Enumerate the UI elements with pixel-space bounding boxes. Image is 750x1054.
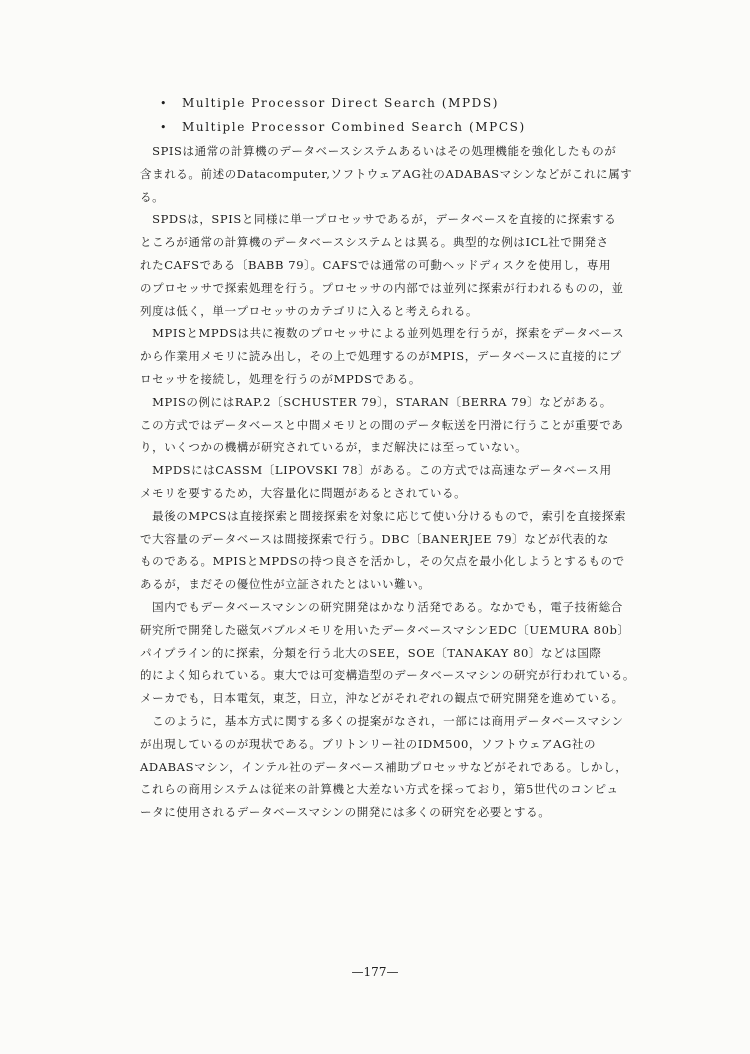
paragraph — [140, 322, 685, 390]
text-line: MPISの例にはRAP.2〔SCHUSTER 79〕，STARAN〔BERRA 79〕などがある。 — [140, 394, 612, 409]
text-line: MPISとMPDSは共に複数のプロセッサによる並列処理を行うが，探索をデータベース — [140, 326, 625, 341]
text-line: 国内でもデータベースマシンの研究開発はかなり活発である。なかでも，電子技術総合 — [140, 599, 623, 614]
page-number: —177— — [351, 965, 399, 979]
text-line: メーカでも，日本電気，東芝，日立，沖などがそれぞれの観点で研究開発を進めている。 — [140, 691, 624, 706]
body-text — [140, 140, 685, 824]
text-line: が出現しているのが現状である。ブリトンリー社のIDM500，ソフトウェアAG社の — [140, 736, 597, 751]
text-line: パイプライン的に探索，分類を行う北大のSEE，SOE〔TANAKAY 80〕などは国際 — [140, 645, 602, 660]
bullet-text: Multiple Processor Direct Search (MPDS) — [182, 96, 499, 110]
text-line: ところが通常の計算機のデータベースシステムとは異る。典型的な例はICL社で開発さ — [140, 235, 609, 250]
text-line: SPDSは，SPISと同様に単一プロセッサであるが，データベースを直接的に探索する — [140, 212, 617, 227]
text-line: ものである。MPISとMPDSの持つ良さを活かし，その欠点を最小化しようとするもので — [140, 554, 625, 569]
text-line: ロセッサを接続し，処理を行うのがMPDSである。 — [140, 371, 422, 386]
text-line: り，いくつかの機構が研究されているが，まだ解決には至っていない。 — [140, 440, 528, 455]
text-line: 的によく知られている。東大では可変構造型のデータベースマシンの研究が行われている。 — [140, 668, 636, 683]
paragraph — [140, 459, 685, 505]
text-line: これらの商用システムは従来の計算機と大差ない方式を採っており，第5世代のコンピュ — [140, 782, 619, 797]
text-line: から作業用メモリに読み出し，その上で処理するのがMPIS，データベースに直接的にプ — [140, 349, 622, 364]
bullet-marker: • — [160, 120, 169, 134]
text-line: この方式ではデータベースと中間メモリとの間のデータ転送を円滑に行うことが重要であ — [140, 417, 624, 432]
text-line: SPISは通常の計算機のデータベースシステムあるいはその処理機能を強化したものが — [140, 144, 617, 158]
text-line: このように，基本方式に関する多くの提案がなされ，一部には商用データベースマシン — [140, 713, 624, 728]
text-line: れたCAFSである〔BABB 79〕。CAFSでは通常の可動ヘッドディスクを使用し，専用 — [140, 257, 612, 272]
paragraph — [140, 391, 685, 459]
text-line: で大容量のデータベースは間接探索で行う。DBC〔BANERJEE 79〕などが代表的な — [140, 531, 609, 546]
text-line: あるが，まだその優位性が立証されたとはいい難い。 — [140, 577, 431, 592]
paragraph — [140, 505, 685, 596]
text-line: 含まれる。前述のDatacomputer,ソフトウェアAG社のADABASマシンなどがこれに属す — [140, 166, 633, 181]
text-line: メモリを要するため，大容量化に問題があるとされている。 — [140, 485, 467, 500]
paragraph — [140, 140, 685, 208]
text-line: 研究所で開発した磁気バブルメモリを用いたデータベースマシンEDC〔UEMURA 80b〕 — [140, 622, 630, 637]
paragraph — [140, 208, 685, 322]
text-line: MPDSにはCASSM〔LIPOVSKI 78〕がある。この方式では高速なデータベース用 — [140, 463, 612, 478]
text-line: 最後のMPCSは直接探索と間接探索を対象に応じて使い分けるもので，索引を直接探索 — [140, 508, 627, 523]
text-line: る。 — [140, 189, 165, 204]
paragraph — [140, 710, 685, 824]
text-line: ADABASマシン，インテル社のデータベース補助プロセッサなどがそれである。しかし， — [140, 759, 628, 774]
bullet-list — [160, 91, 720, 139]
bullet-item — [160, 91, 720, 115]
bullet-item — [160, 115, 720, 139]
paragraph — [140, 596, 685, 710]
text-line: 列度は低く，単一プロセッサのカテゴリに入ると考えられる。 — [140, 303, 479, 318]
text-line: ータに使用されるデータベースマシンの開発には多くの研究を必要とする。 — [140, 805, 551, 820]
text-line: のプロセッサで探索処理を行う。プロセッサの内部では並列に探索が行われるものの，並 — [140, 280, 624, 295]
bullet-marker: • — [160, 96, 169, 110]
bullet-text: Multiple Processor Combined Search (MPCS) — [182, 120, 526, 134]
